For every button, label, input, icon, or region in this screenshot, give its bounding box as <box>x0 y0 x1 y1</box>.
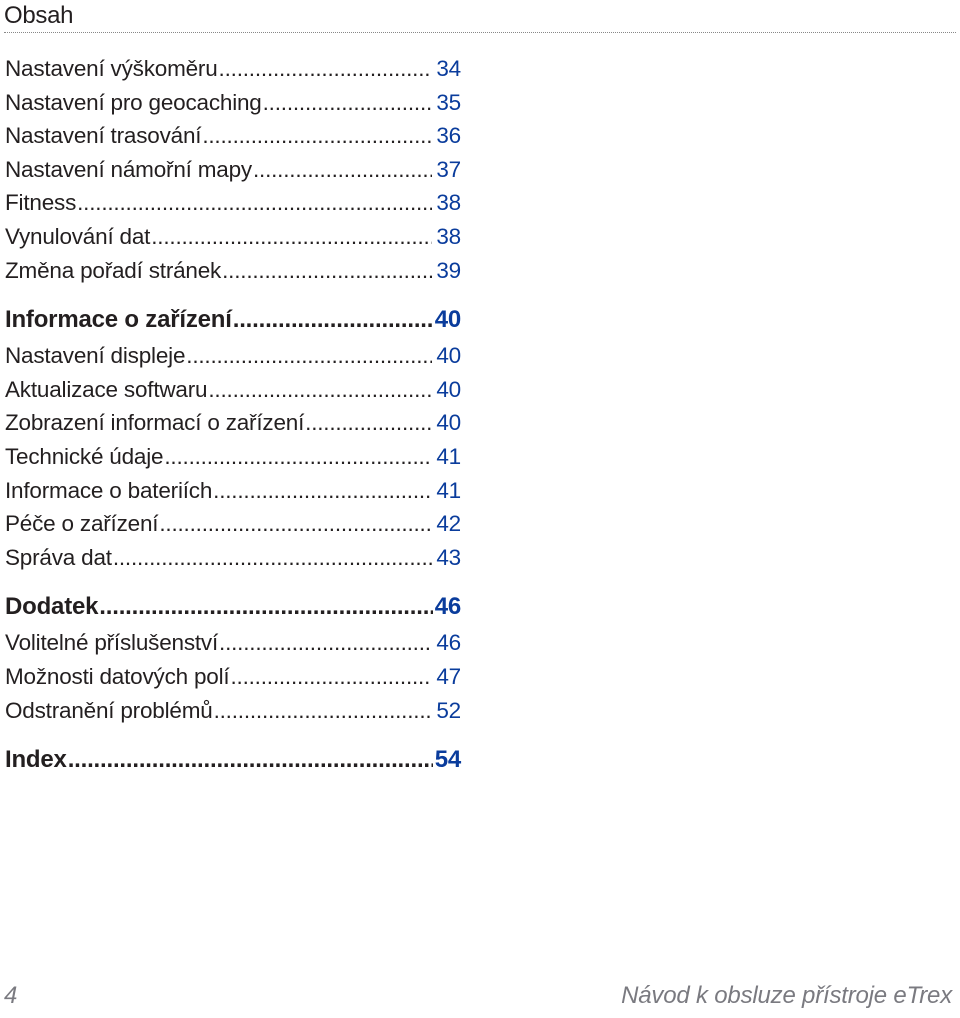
toc-entry[interactable] <box>5 220 461 254</box>
toc-entry-page[interactable]: 36 <box>436 123 461 149</box>
toc-leader-dots <box>68 741 433 779</box>
toc-section-page[interactable]: 54 <box>434 746 461 774</box>
toc-entry[interactable] <box>5 86 461 120</box>
toc-entry-page[interactable]: 52 <box>436 697 461 723</box>
toc-entry[interactable] <box>5 474 461 508</box>
toc-leader-dots <box>230 660 432 694</box>
toc-entry[interactable] <box>5 626 461 660</box>
toc-entry[interactable] <box>5 406 461 440</box>
toc-entry[interactable] <box>5 52 461 86</box>
page-title: Obsah <box>4 2 74 29</box>
toc-leader-dots <box>263 86 433 120</box>
toc-entry-label: Možnosti datových polí <box>5 663 230 689</box>
toc-entry-label: Aktualizace softwaru <box>5 376 208 402</box>
toc-leader-dots <box>208 373 432 407</box>
toc-leader-dots <box>77 186 432 220</box>
toc-entry-page[interactable]: 40 <box>436 410 461 436</box>
toc-section-label: Informace o zařízení <box>5 306 232 334</box>
toc-leader-dots <box>305 406 432 440</box>
toc-entry[interactable] <box>5 541 461 575</box>
toc-entry-label: Volitelné příslušenství <box>5 630 219 656</box>
toc-section-heading[interactable] <box>5 301 461 339</box>
toc-entry[interactable] <box>5 186 461 220</box>
toc-leader-dots <box>151 220 432 254</box>
toc-entry-page[interactable]: 47 <box>436 663 461 689</box>
toc-entry-label: Správa dat <box>5 544 112 570</box>
toc-section-heading[interactable] <box>5 741 461 779</box>
toc-entry-label: Nastavení výškoměru <box>5 56 218 81</box>
toc-entry[interactable] <box>5 339 461 373</box>
toc-leader-dots <box>233 301 433 339</box>
toc-entry-page[interactable]: 42 <box>436 511 461 537</box>
toc-leader-dots <box>214 694 433 728</box>
toc-entry[interactable] <box>5 119 461 153</box>
toc-leader-dots <box>253 153 432 187</box>
toc-entry[interactable] <box>5 373 461 407</box>
toc-section-label: Index <box>5 746 67 774</box>
toc-entry-page[interactable]: 39 <box>436 257 461 283</box>
toc-entry-label: Nastavení trasování <box>5 123 202 149</box>
toc-entry-page[interactable]: 41 <box>436 477 461 503</box>
toc-entry-label: Nastavení pro geocaching <box>5 89 262 115</box>
toc-entry-label: Informace o bateriích <box>5 477 213 503</box>
toc-leader-dots <box>164 440 432 474</box>
toc-section-page[interactable]: 46 <box>434 593 461 621</box>
toc-entry[interactable] <box>5 440 461 474</box>
toc-entry-label: Fitness <box>5 190 77 216</box>
toc-entry[interactable] <box>5 507 461 541</box>
toc-leader-dots <box>99 588 432 626</box>
toc-entry-page[interactable]: 37 <box>436 156 461 182</box>
toc-entry[interactable] <box>5 254 461 288</box>
toc-entry-label: Vynulování dat <box>5 223 151 249</box>
toc-section-label: Dodatek <box>5 593 99 621</box>
toc-entry-label: Změna pořadí stránek <box>5 257 222 283</box>
toc-entry-page[interactable]: 40 <box>436 343 461 369</box>
toc-entry-label: Odstranění problémů <box>5 697 213 723</box>
toc-entry-label: Technické údaje <box>5 443 164 469</box>
toc-leader-dots <box>219 52 433 86</box>
toc-section-page[interactable]: 40 <box>434 306 461 334</box>
toc-entry-page[interactable]: 38 <box>436 223 461 249</box>
toc-leader-dots <box>186 339 432 373</box>
toc-entry-label: Nastavení námořní mapy <box>5 156 252 182</box>
toc-leader-dots <box>113 541 433 575</box>
toc-leader-dots <box>219 626 432 660</box>
toc-entry-label: Péče o zařízení <box>5 511 159 537</box>
toc-entry-page[interactable]: 35 <box>436 89 461 115</box>
toc-entry-page[interactable]: 40 <box>436 376 461 402</box>
toc-entry-page[interactable]: 43 <box>436 544 461 570</box>
toc-leader-dots <box>222 254 432 288</box>
toc-entry-page[interactable]: 34 <box>436 56 461 81</box>
header-divider <box>4 32 956 33</box>
footer-page-number: 4 <box>4 982 18 1009</box>
table-of-contents <box>5 52 461 779</box>
footer-manual-title: Návod k obsluze přístroje eTrex <box>621 982 952 1009</box>
toc-entry-page[interactable]: 38 <box>436 190 461 216</box>
toc-entry[interactable] <box>5 660 461 694</box>
toc-leader-dots <box>159 507 432 541</box>
toc-leader-dots <box>213 474 432 508</box>
toc-entry[interactable] <box>5 153 461 187</box>
toc-section-heading[interactable] <box>5 588 461 626</box>
toc-leader-dots <box>202 119 432 153</box>
toc-entry-page[interactable]: 41 <box>436 443 461 469</box>
toc-entry[interactable] <box>5 694 461 728</box>
toc-entry-label: Zobrazení informací o zařízení <box>5 410 305 436</box>
toc-entry-page[interactable]: 46 <box>436 630 461 656</box>
toc-entry-label: Nastavení displeje <box>5 343 186 369</box>
